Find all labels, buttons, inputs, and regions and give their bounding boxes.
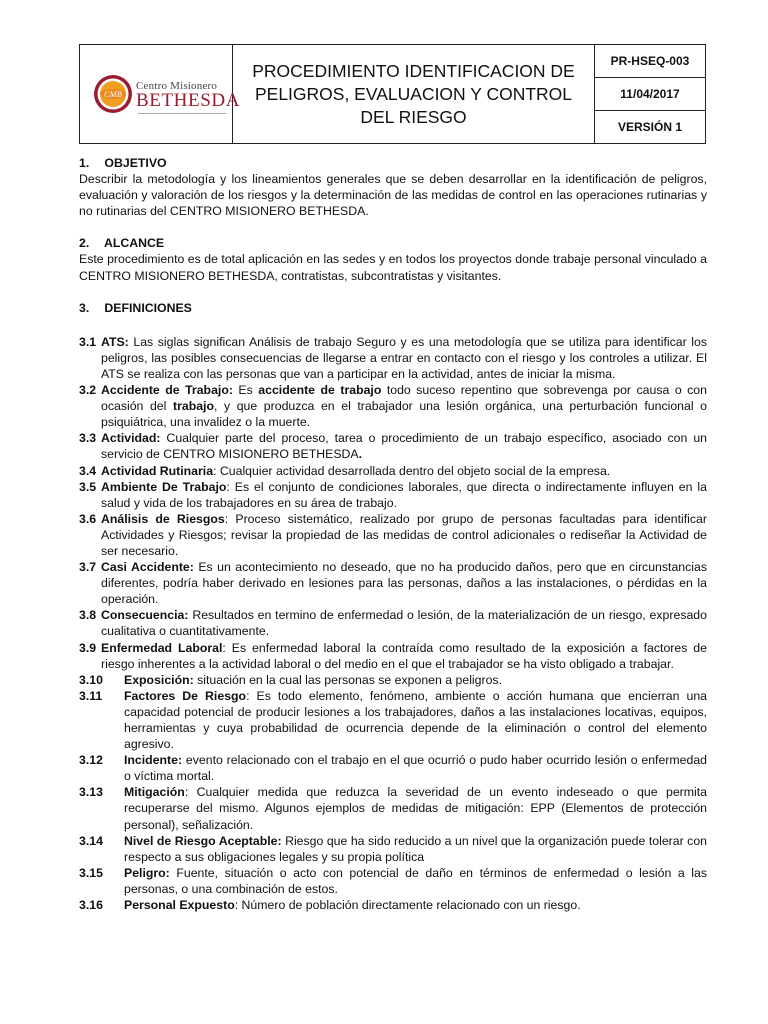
definition-item: 3.1 ATS: Las siglas significan Análisis de trabajo Seguro y es una metodología que se utiliza para identificar los peligros, las posibles consecuencias de llegarse a entrar en contacto con el riesgo y los controles a utilizar. El ATS se realiza con las personas que van a participar en la actividad, antes de iniciar la misma. xyxy=(79,334,707,381)
section-heading-definiciones: 3. DEFINICIONES xyxy=(79,300,192,315)
definition-item: 3.2 Accidente de Trabajo: Es accidente de trabajo todo suceso repentino que sobrevenga por causa o con ocasión del trabajo, y que produzca en el trabajador una lesión orgánica, una perturbación funcional o psiquiátrica, una invalidez o la muerte. xyxy=(79,383,707,430)
logo-underline xyxy=(138,113,226,114)
section-text-alcance: Este procedimiento es de total aplicación en las sedes y en todos los proyectos donde trabaje personal vinculado a CENTRO MISIONERO BETHESDA, contratistas, subcontratistas y visitantes. xyxy=(79,252,707,283)
definition-item: 3.11 Factores De Riesgo: Es todo elemento, fenómeno, ambiente o acción humana que encierran una capacidad potencial de producir lesiones a los trabajadores, daños a las instalaciones locativas, equipos, herramientas y cuya probabilidad de ocurrencia depende de la eliminación o control del elemento agresivo. xyxy=(79,688,708,752)
document-code: PR-HSEQ-003 xyxy=(595,45,705,78)
definition-item: 3.4 Actividad Rutinaria: Cualquier actividad desarrollada dentro del objeto social de la empresa. xyxy=(79,463,611,478)
document-version: VERSIÓN 1 xyxy=(617,120,683,134)
definition-item: 3.7 Casi Accidente: Es un acontecimiento no deseado, que no ha producido daños, pero que en circunstancias diferentes, podría haber derivado en lesiones para las personas, daños a las instalaciones, o pérdidas en la operación. xyxy=(79,560,707,607)
document-title: PROCEDIMIENTO IDENTIFICACION DE PELIGROS, EVALUACION Y CONTROL DEL RIESGO xyxy=(233,45,595,143)
company-logo xyxy=(80,45,241,143)
definition-item: 3.3 Actividad: Cualquier parte del proceso, tarea o procedimiento de un trabajo específico, asociado con un servicio de CENTRO MISIONERO BETHESDA. xyxy=(79,431,707,462)
document-body xyxy=(79,155,707,913)
section-text-objetivo: Describir la metodología y los lineamientos generales que se deben desarrollar en la identificación de peligros, evaluación y valoración de los riesgos y la determinación de las medidas de control en las operaciones rutinarias y no rutinarias del CENTRO MISIONERO BETHESDA. xyxy=(79,172,707,219)
definition-item: 3.9 Enfermedad Laboral: Es enfermedad laboral la contraída como resultado de la exposición a factores de riesgo inherentes a la actividad laboral o del medio en el que el trabajador se ha visto obligado a trabajar. xyxy=(79,640,707,671)
definition-item: 3.10 Exposición: situación en la cual las personas se exponen a peligros. xyxy=(79,672,503,687)
definition-item: 3.15 Peligro: Fuente, situación o acto con potencial de daño en términos de enfermedad o lesión a las personas, o una combinación de estos. xyxy=(79,865,707,896)
document-header xyxy=(79,44,706,144)
document-meta xyxy=(595,45,705,143)
logo-emblem-icon xyxy=(92,73,134,115)
definition-item: 3.14 Nivel de Riesgo Aceptable: Riesgo que ha sido reducido a un nivel que la organización puede tolerar con respecto a sus obligaciones legales y su propia política xyxy=(79,833,707,864)
section-heading-alcance: 2. ALCANCE xyxy=(79,236,165,251)
logo-badge-text: CMB xyxy=(104,89,122,99)
document-date: 11/04/2017 xyxy=(595,78,705,111)
logo-line-2: BETHESDA xyxy=(136,90,241,111)
logo-line-1: Centro Misionero xyxy=(136,80,218,92)
definition-item: 3.8 Consecuencia: Resultados en termino de enfermedad o lesión, de la materialización de un riesgo, expresado cualitativa o cuantitativamente. xyxy=(79,608,707,639)
definition-item: 3.16 Personal Expuesto: Número de población directamente relacionado con un riesgo. xyxy=(79,898,581,913)
definition-item: 3.13 Mitigación: Cualquier medida que reduzca la severidad de un evento indeseado o que permita recuperarse del mismo. Algunos ejemplos de medidas de mitigación: EPP (Elementos de protección personal), señalización. xyxy=(79,785,707,832)
definition-item: 3.12 Incidente: evento relacionado con el trabajo en el que ocurrió o pudo haber ocurrido lesión o enfermedad o víctima mortal. xyxy=(79,753,707,784)
definition-item: 3.6 Análisis de Riesgos: Proceso sistemático, realizado por grupo de personas facultadas para identificar Actividades y Riesgos; revisar la propiedad de las medidas de control adicionales o rediseñar la Actividad de ser necesario. xyxy=(79,511,707,558)
section-heading-objetivo: 1. OBJETIVO xyxy=(79,156,167,170)
definition-item: 3.5 Ambiente De Trabajo: Es el conjunto de condiciones laborales, que directa o indirectamente influyen en la salud y vida de los trabajadores en su área de trabajo. xyxy=(79,479,707,510)
